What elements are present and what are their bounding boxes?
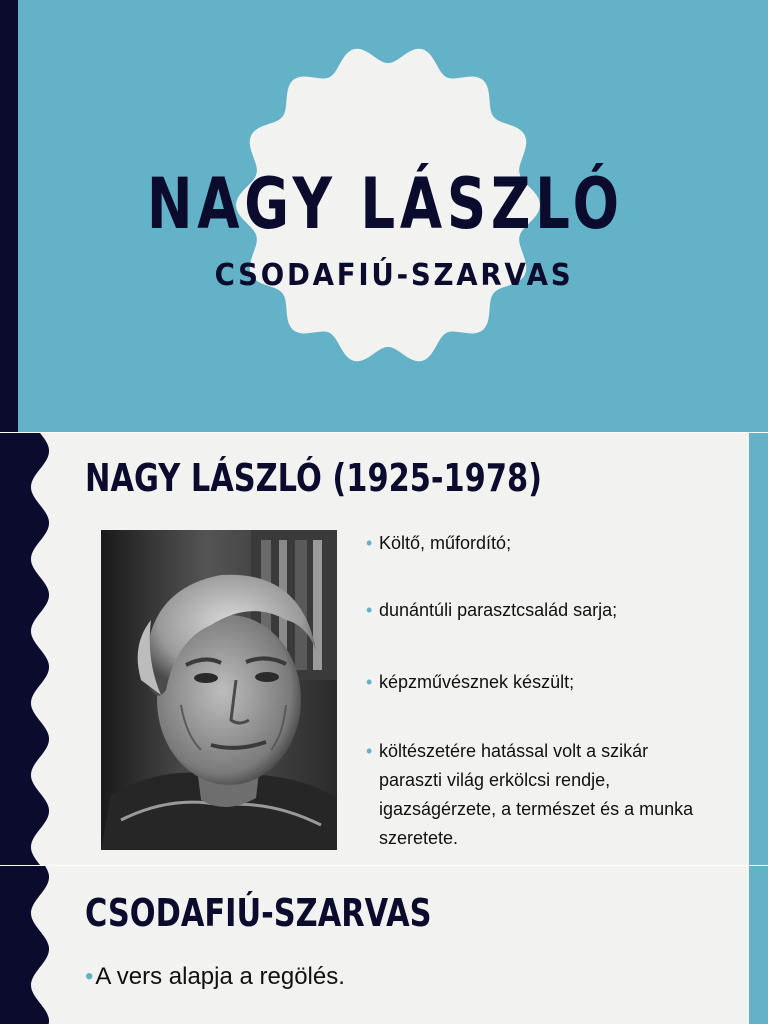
bullet-icon: • [366, 672, 373, 692]
biography-slide [0, 433, 768, 865]
list-item-text: A vers alapja a regölés. [95, 963, 345, 990]
list-item-text: költészetére hatással volt a szikár paraszti világ erkölcsi rendje, igazságérzete, a természet és a munka szeretete. [379, 741, 694, 848]
slide-subtitle: CSODAFIÚ-SZARVAS [214, 258, 574, 293]
list-item-text: Költő, műfordító; [379, 533, 512, 553]
list-item [366, 668, 739, 697]
right-accent-bar [749, 433, 768, 865]
bullet-icon: • [366, 533, 373, 553]
bullet-icon: • [366, 600, 373, 620]
slide-heading: CSODAFIÚ-SZARVAS [85, 891, 432, 935]
right-accent-bar [749, 866, 768, 1024]
title-slide [0, 0, 768, 432]
portrait-photo [101, 530, 337, 850]
left-edge-bar [0, 0, 18, 432]
bullet-icon: • [85, 963, 94, 990]
poem-slide [0, 866, 768, 1024]
wavy-left-border [0, 866, 58, 1024]
list-item-text: képzművésznek készült; [379, 672, 575, 692]
slide-heading: NAGY LÁSZLÓ (1925-1978) [85, 456, 543, 500]
list-item-text: dunántúli parasztcsalád sarja; [379, 600, 618, 620]
wavy-left-border [0, 433, 58, 865]
bullet-icon: • [366, 741, 373, 761]
list-item [366, 737, 704, 853]
slide-title: NAGY LÁSZLÓ [146, 163, 624, 245]
list-item [85, 962, 345, 992]
list-item [366, 529, 739, 558]
list-item [366, 596, 739, 625]
